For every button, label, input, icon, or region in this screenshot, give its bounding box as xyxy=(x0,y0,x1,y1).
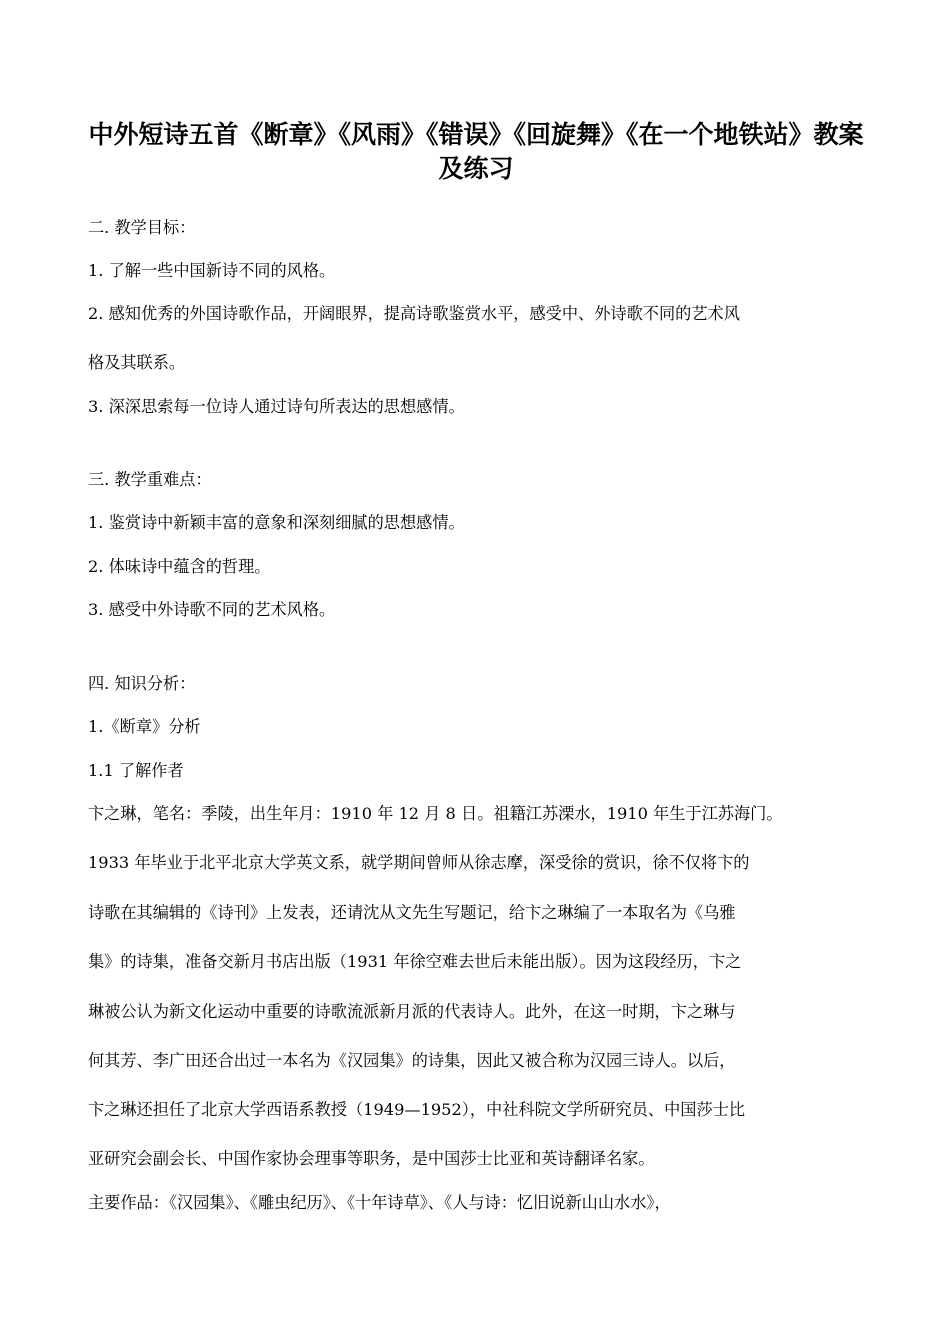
main-works-line: 主要作品：《汉园集》、《雕虫纪历》、《十年诗草》、《人与诗：忆旧说新山山水水》， xyxy=(88,1193,671,1212)
author-bio-line: 何其芳、李广田还合出过一本名为《汉园集》的诗集，因此又被合称为汉园三诗人。以后， xyxy=(88,1051,736,1070)
key-points-heading: 三. 教学重难点： xyxy=(88,470,212,489)
document-title: 中外短诗五首《断章》《风雨》《错误》《回旋舞》《在一个地铁站》教案及练习 xyxy=(88,120,864,183)
key-point-item-3: 3. 感受中外诗歌不同的艺术风格。 xyxy=(88,600,336,619)
key-point-item-2: 2. 体味诗中蕴含的哲理。 xyxy=(88,557,271,576)
objectives-heading: 二. 教学目标： xyxy=(88,218,196,237)
author-bio-line: 卞之琳，笔名：季陵，出生年月：1910 年 12 月 8 日。祖籍江苏溧水，1910 年生于江苏海门。 xyxy=(88,804,783,823)
analysis-subheading-author: 1.1 了解作者 xyxy=(88,761,184,780)
objective-item-2-line-2: 格及其联系。 xyxy=(88,353,186,372)
author-bio-line: 亚研究会副会长、中国作家协会理事等职务，是中国莎士比亚和英诗翻译名家。 xyxy=(88,1149,655,1168)
analysis-subheading-duanzhang: 1.《断章》分析 xyxy=(88,717,201,736)
author-bio-line: 1933 年毕业于北平北京大学英文系，就学期间曾师从徐志摩，深受徐的赏识，徐不仅将卞的 xyxy=(88,853,750,872)
author-bio-line: 诗歌在其编辑的《诗刊》上发表，还请沈从文先生写题记，给卞之琳编了一本取名为《乌雅 xyxy=(88,903,736,922)
author-bio-line: 卞之琳还担任了北京大学西语系教授（1949—1952），中社科院文学所研究员、中国莎士比 xyxy=(88,1100,746,1119)
analysis-heading: 四. 知识分析： xyxy=(88,674,196,693)
key-point-item-1: 1. 鉴赏诗中新颖丰富的意象和深刻细腻的思想感情。 xyxy=(88,513,465,532)
objective-item-1: 1. 了解一些中国新诗不同的风格。 xyxy=(88,261,336,280)
author-bio-line: 琳被公认为新文化运动中重要的诗歌流派新月派的代表诗人。此外，在这一时期，卞之琳与 xyxy=(88,1002,736,1021)
author-bio-line: 集》的诗集，准备交新月书店出版（1931 年徐空难去世后未能出版）。因为这段经历，卞之 xyxy=(88,952,742,971)
objective-item-3: 3. 深深思索每一位诗人通过诗句所表达的思想感情。 xyxy=(88,397,465,416)
objective-item-2-line-1: 2. 感知优秀的外国诗歌作品，开阔眼界，提高诗歌鉴赏水平，感受中、外诗歌不同的艺术风 xyxy=(88,304,740,323)
